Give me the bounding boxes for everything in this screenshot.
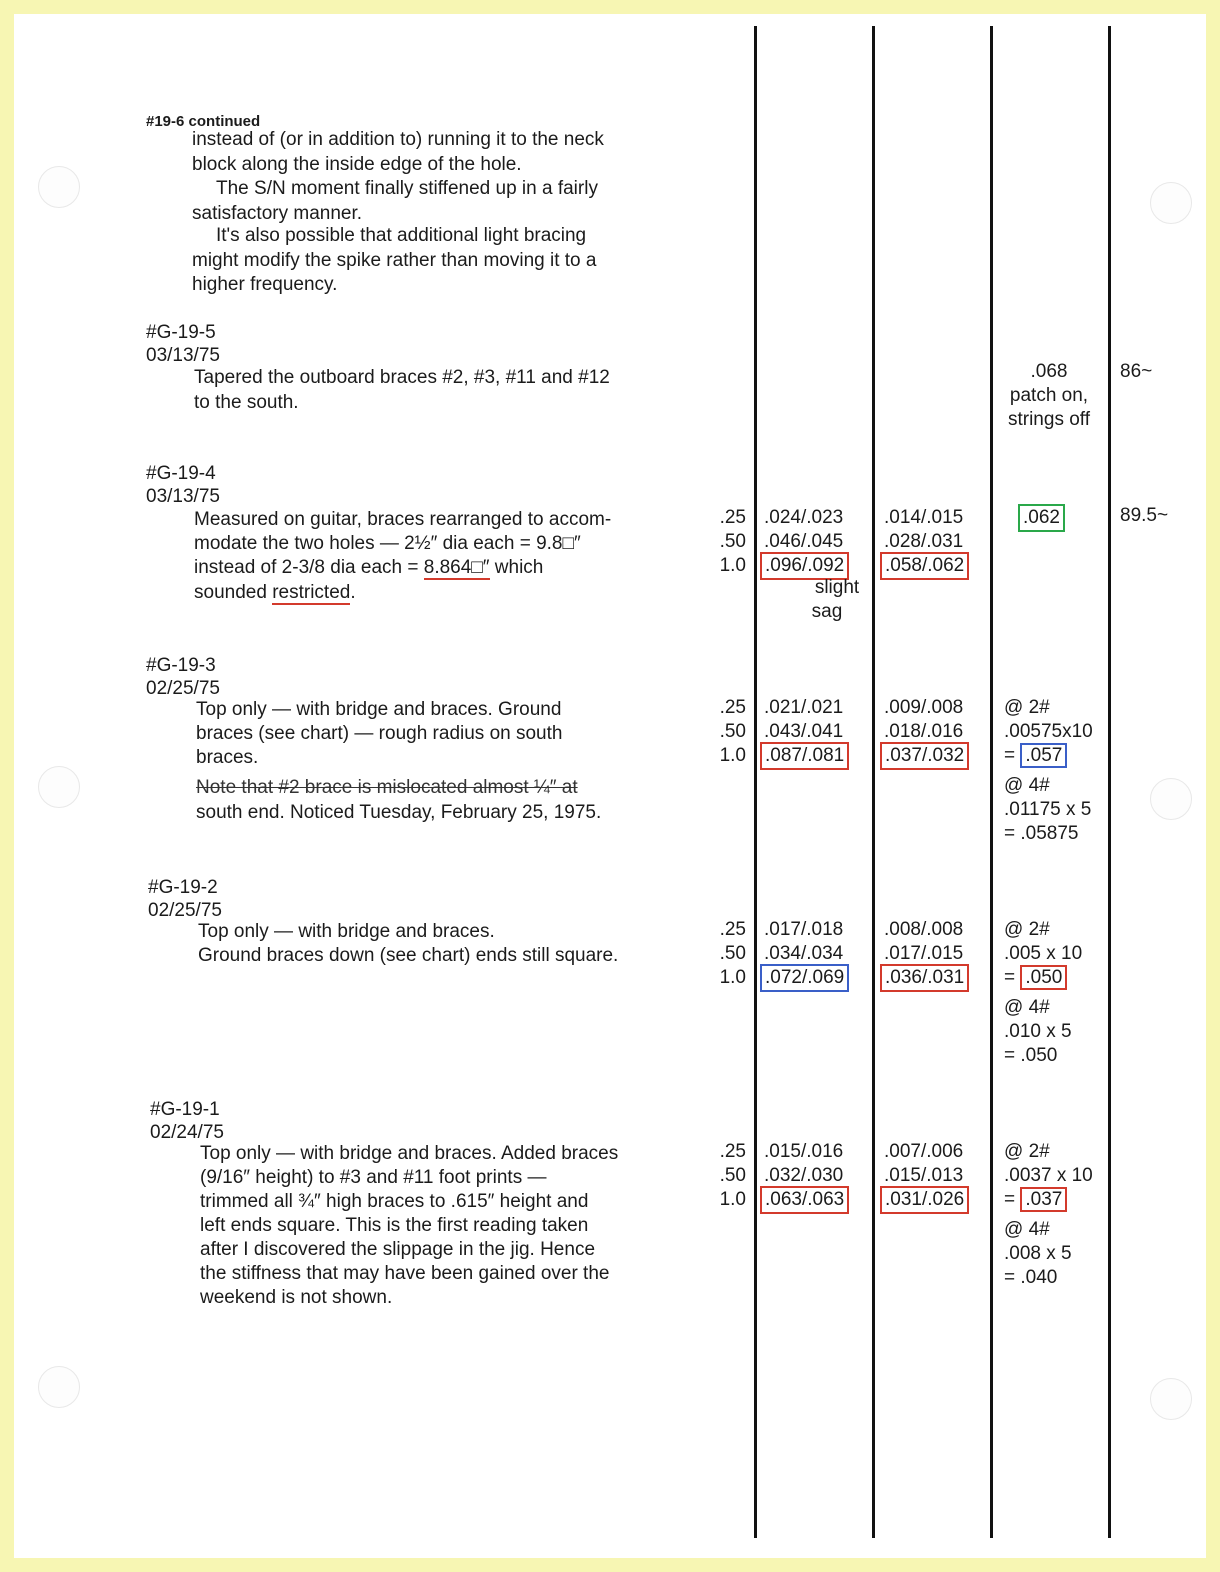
col2-value: .017/.015	[884, 943, 964, 964]
entry-text-line: Top only — with bridge and braces. Ground	[196, 699, 562, 720]
entry-id: #G-19-1	[150, 1099, 220, 1120]
entry-text-line	[194, 581, 356, 605]
col2-value: .009/.008	[884, 697, 964, 718]
scale-label: .25	[719, 697, 746, 718]
column-divider-3	[990, 26, 993, 1538]
entry-text-line: weekend is not shown.	[200, 1287, 393, 1308]
entry-text-line: Ground braces down (see chart) ends still square.	[198, 945, 619, 966]
col3-value	[1004, 966, 1067, 990]
entry-text-line: Measured on guitar, braces rearranged to accom-	[194, 509, 612, 530]
entry-id: #G-19-3	[146, 655, 216, 676]
entry-text-line: after I discovered the slippage in the jig. Hence	[200, 1239, 596, 1260]
col1-value: .015/.016	[764, 1141, 844, 1162]
col4-note: strings off	[1007, 409, 1091, 430]
col1-value: .046/.045	[764, 531, 844, 552]
col1-value: .043/.041	[764, 721, 844, 742]
column-divider-4	[1108, 26, 1111, 1538]
col3-value: = .050	[1004, 1045, 1058, 1066]
page	[14, 14, 1206, 1558]
binder-hole-left-top	[38, 166, 80, 208]
col3-value: @ 4#	[1004, 997, 1050, 1018]
entry-text-part: instead of 2-3/8 dia each =	[194, 557, 424, 578]
col1-value: .032/.030	[764, 1165, 844, 1186]
equals-sign: =	[1004, 967, 1016, 988]
binder-hole-right-mid	[1150, 778, 1192, 820]
col4-note: patch on,	[1009, 385, 1089, 406]
col1-note: slight	[814, 577, 860, 598]
col3-value: .01175 x 5	[1004, 799, 1092, 820]
entry-date: 02/24/75	[150, 1122, 224, 1143]
entry-id: #G-19-2	[148, 877, 218, 898]
entry-text-line: (9/16″ height) to #3 and #11 foot prints —	[200, 1167, 547, 1188]
entry-text-line: trimmed all ¾″ high braces to .615″ height and	[200, 1191, 589, 1212]
equals-sign: =	[1004, 1189, 1016, 1210]
binder-hole-left-mid	[38, 766, 80, 808]
scale-label: .50	[719, 1165, 746, 1186]
entry-text-line: modate the two holes — 2½″ dia each = 9.8□″	[194, 533, 581, 554]
scale-label: .50	[719, 721, 746, 742]
col3-value: @ 2#	[1004, 697, 1050, 718]
entry-text-line: left ends square. This is the first reading taken	[200, 1215, 589, 1236]
underlined-value: 8.864□″	[423, 557, 490, 578]
col1-value: .024/.023	[764, 507, 844, 528]
column-divider-2	[872, 26, 875, 1538]
underlined-word: restricted	[272, 582, 351, 603]
col3-value	[1004, 1188, 1067, 1212]
scale-label: .50	[719, 531, 746, 552]
col3-value: @ 2#	[1004, 919, 1050, 940]
entry-date: 03/13/75	[146, 486, 220, 507]
frequency-value: 86~	[1120, 361, 1153, 382]
struck-text-line: Note that #2 brace is mislocated almost ¼″ at	[196, 777, 578, 798]
col2-boxed-value: .031/.026	[880, 1186, 969, 1214]
entry-text-part: sounded	[194, 582, 273, 603]
scale-label: 1.0	[719, 1189, 746, 1210]
col3-value: @ 4#	[1004, 775, 1050, 796]
col1-boxed-value: .063/.063	[760, 1186, 849, 1214]
scale-label: 1.0	[719, 745, 746, 766]
entry-text-line: Top only — with bridge and braces. Added braces	[200, 1143, 619, 1164]
col3-value: .0037 x 10	[1004, 1165, 1093, 1186]
col2-boxed-value: .037/.032	[880, 742, 969, 770]
col1-boxed-value: .087/.081	[760, 742, 849, 770]
continued-line: The S/N moment finally stiffened up in a fairly	[216, 178, 598, 199]
frequency-value: 89.5~	[1120, 505, 1169, 526]
col2-value: .008/.008	[884, 919, 964, 940]
equals-sign: =	[1004, 745, 1016, 766]
col2-value: .014/.015	[884, 507, 964, 528]
col3-value: .010 x 5	[1004, 1021, 1072, 1042]
col3-value: .00575x10	[1004, 721, 1093, 742]
col3-boxed-value: .057	[1020, 743, 1067, 768]
col2-value: .028/.031	[884, 531, 964, 552]
entry-text-line: the stiffness that may have been gained over the	[200, 1263, 610, 1284]
scale-label: .50	[719, 943, 746, 964]
entry-id: #G-19-5	[146, 322, 216, 343]
col3-value: .008 x 5	[1004, 1243, 1072, 1264]
scale-label: .25	[719, 1141, 746, 1162]
entry-text-line: Top only — with bridge and braces.	[198, 921, 495, 942]
col2-value: .007/.006	[884, 1141, 964, 1162]
col2-boxed-value: .036/.031	[880, 964, 969, 992]
binder-hole-right-bottom	[1150, 1378, 1192, 1420]
col3-boxed-value: .050	[1020, 965, 1067, 990]
col2-value: .018/.016	[884, 721, 964, 742]
col3-boxed-value: .062	[1018, 504, 1065, 532]
col3-value: @ 4#	[1004, 1219, 1050, 1240]
entry-id: #G-19-4	[146, 463, 216, 484]
continued-heading: #19-6 continued	[146, 113, 261, 130]
continued-line: It's also possible that additional light bracing	[216, 225, 587, 246]
scale-label: .25	[719, 507, 746, 528]
col2-value: .015/.013	[884, 1165, 964, 1186]
scale-label: 1.0	[719, 967, 746, 988]
column-divider-1	[754, 26, 757, 1538]
entry-text-part: which	[489, 557, 544, 578]
col1-value: .017/.018	[764, 919, 844, 940]
continued-line: instead of (or in addition to) running it to the neck	[192, 129, 604, 150]
entry-text-line: to the south.	[194, 392, 299, 413]
binder-hole-left-bottom	[38, 1366, 80, 1408]
continued-line: higher frequency.	[192, 274, 338, 295]
col4-note: .068	[1030, 361, 1068, 382]
entry-text-part: .	[350, 582, 356, 603]
entry-date: 02/25/75	[146, 678, 220, 699]
entry-text-line: braces.	[196, 747, 259, 768]
col1-value: .034/.034	[764, 943, 844, 964]
entry-text-line: braces (see chart) — rough radius on south	[196, 723, 563, 744]
col3-value: @ 2#	[1004, 1141, 1050, 1162]
entry-date: 03/13/75	[146, 345, 220, 366]
col2-boxed-value: .058/.062	[880, 552, 969, 580]
continued-line: satisfactory manner.	[192, 203, 363, 224]
col3-value: .005 x 10	[1004, 943, 1083, 964]
scale-label: 1.0	[719, 555, 746, 576]
continued-line: might modify the spike rather than moving it to a	[192, 250, 597, 271]
col3-value: = .040	[1004, 1267, 1058, 1288]
col1-note: sag	[811, 601, 843, 622]
continued-line: block along the inside edge of the hole.	[192, 154, 522, 175]
col1-value: .021/.021	[764, 697, 844, 718]
col3-value	[1004, 744, 1067, 768]
col3-boxed-value: .037	[1020, 1187, 1067, 1212]
entry-date: 02/25/75	[148, 900, 222, 921]
entry-text-line: south end. Noticed Tuesday, February 25, 1975.	[196, 802, 602, 823]
entry-text-line	[194, 556, 543, 580]
entry-text-line: Tapered the outboard braces #2, #3, #11 and #12	[194, 367, 610, 388]
col1-boxed-value: .096/.092	[760, 552, 849, 580]
scale-label: .25	[719, 919, 746, 940]
binder-hole-right-top	[1150, 182, 1192, 224]
col3-value: = .05875	[1004, 823, 1079, 844]
col1-boxed-value: .072/.069	[760, 964, 849, 992]
